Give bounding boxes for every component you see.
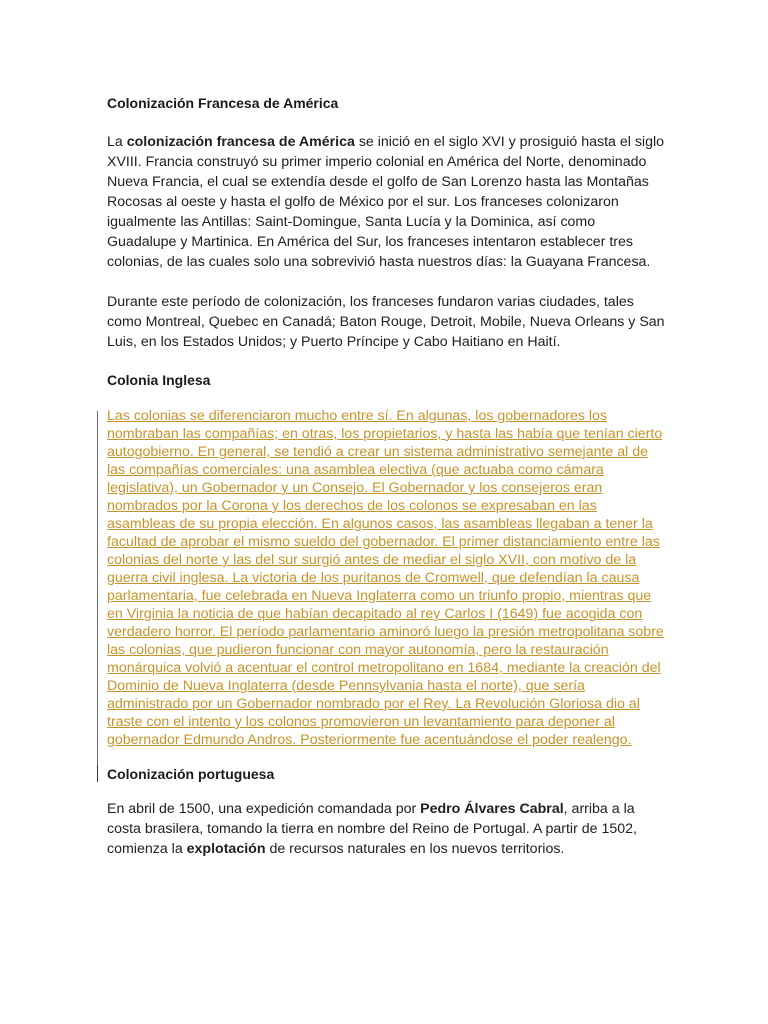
paragraph-text: se inició en el siglo XVI y prosiguió hasta el siglo XVIII. Francia construyó su primer imperio colonial en América del Norte, denominado Nueva Francia, el cual se extendía desde el golfo de San Lorenzo hasta las Montañas Rocosas al oeste y hasta el golfo de México por el sur. Los franceses colonizaron igualmente las Antillas: Saint-Domingue, Santa Lucía y la Dominica, así como Guadalupe y Martinica. En América del Sur, los franceses intentaron establecer tres colonias, de las cuales solo una sobrevivió hasta nuestros días: la Guayana Francesa. [107,134,665,270]
paragraph-text: La [107,134,127,150]
heading-portuguesa-wrap [107,764,667,784]
bold-term: explotación [186,841,266,857]
paragraph-text: En abril de 1500, una expedición comandada por [107,801,421,817]
linked-paragraph-colonias[interactable]: Las colonias se diferenciaron mucho entre sí. En algunas, los gobernadores los nombraban las compañías; en otras, los propietarios, y hasta las había que tenían cierto autogobierno. En general, se tendió a crear un sistema administrativo semejante al de las compañías comerciales: una asamblea electiva (que actuaba como cámara legislativa), un Gobernador y un Consejo. El Gobernador y los consejeros eran nombrados por la Corona y los derechos de los colonos se expresaban en las asambleas de su propia elección. En algunos casos, las asambleas llegaban a tener la facultad de aprobar el mismo sueldo del gobernador. El primer distanciamiento entre las colonias del norte y las del sur surgió antes de mediar el siglo XVII, con motivo de la guerra civil inglesa. La victoria de los puritanos de Cromwell, que defendían la causa parlamentaria, fue celebrada en Nueva Inglaterra como un triunfo propio, mientras que en Virginia la noticia de que habían decapitado al rey Carlos I (1649) fue acogida con verdadero horror. El período parlamentario aminoró luego la presión metropolitana sobre las colonias, que pudieron funcionar con mayor autonomía, pero la restauración monárquica volvió a acentuar el control metropolitano en 1684, mediante la creación del Dominio de Nueva Inglaterra (desde Pennsylvania hasta el norte), que sería administrado por un Gobernador nombrado por el Rey. La Revolución Gloriosa dio al traste con el intento y los colonos promovieron un levantamiento para deponer al gobernador Edmundo Andros. Posteriormente fue acentuándose el poder realengo. [107,408,664,748]
document-page [107,90,667,859]
bold-term: colonización francesa de América [126,134,355,150]
bold-name: Pedro Álvares Cabral [420,801,564,817]
heading-colonia-inglesa: Colonia Inglesa [107,372,211,388]
paragraph-francesa-ciudades: Durante este período de colonización, los franceses fundaron varias ciudades, tales como Montreal, Quebec en Canadá; Baton Rouge, Detroit, Mobile, Nueva Orleans y San Luis, en los Estados Unidos; y Puerto Príncipe y Cabo Haitiano en Haití. [107,294,665,350]
text-cursor-bar [97,765,98,782]
paragraph-francesa-intro [107,132,667,272]
left-border-bar [97,411,98,781]
paragraph-text: , arriba a la costa brasilera, tomando la tierra en nombre del Reino de Portugal. A partir de 1502, comienza la [107,801,637,857]
paragraph-text: de recursos naturales en los nuevos territorios. [265,841,565,857]
heading-colonizacion-portuguesa: Colonización portuguesa [107,766,275,782]
linked-block [107,407,667,749]
heading-colonizacion-francesa: Colonización Francesa de América [107,95,339,111]
paragraph-portuguesa [107,799,667,859]
